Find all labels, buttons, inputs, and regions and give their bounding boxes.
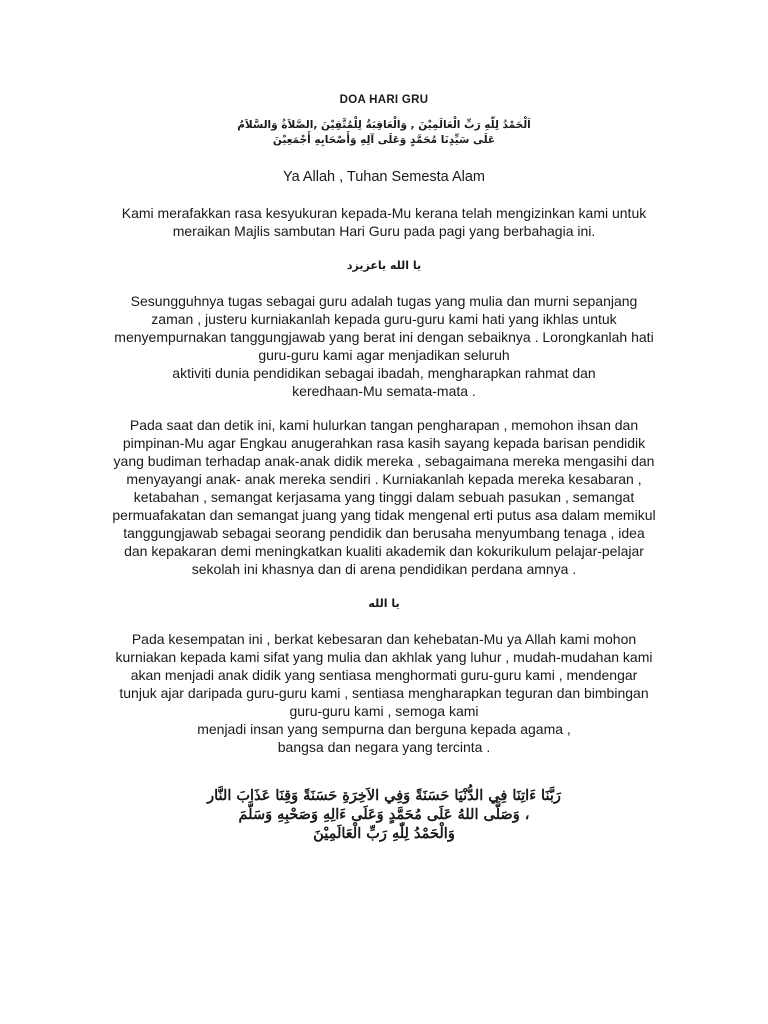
opening-arabic	[74, 118, 694, 148]
arabic-heading-1	[74, 258, 694, 274]
paragraph-line: bangsa dan negara yang tercinta .	[277, 739, 491, 755]
paragraph-line: Kami merafakkan rasa kesyukuran kepada-Mu kerana telah mengizinkan kami untuk	[121, 205, 647, 221]
arabic-heading-line: يا الله ياعزيزد	[346, 259, 422, 272]
paragraph-line: menyempurnakan tanggungjawab yang berat ini dengan sebaiknya . Lorongkanlah hati	[114, 329, 654, 345]
paragraph-line: menjadi insan yang sempurna dan berguna kepada agama ,	[197, 721, 571, 737]
arabic-heading-line: يا الله	[368, 597, 400, 610]
paragraph-line: dan kepakaran demi meningkatkan kualiti akademik dan kokurikulum pelajar-pelajar	[124, 543, 644, 559]
paragraph-line: guru-guru kami agar menjadikan seluruh	[258, 347, 510, 363]
paragraph-4	[74, 630, 694, 756]
paragraph-line: tanggungjawab sebagai seorang pendidik dan berusaha menyumbang tenaga , idea	[123, 525, 645, 541]
paragraph-line: zaman , justeru kurniakanlah kepada guru-guru kami hati yang ikhlas untuk	[151, 311, 617, 327]
paragraph-line: Sesungguhnya tugas sebagai guru adalah tugas yang mulia dan murni sepanjang	[130, 293, 638, 309]
paragraph-line: permuafakatan dan semangat juang yang tidak mengenal erti putus asa dalam memikul	[112, 507, 656, 523]
paragraph-line: meraikan Majlis sambutan Hari Guru pada pagi yang berbahagia ini.	[172, 223, 596, 239]
closing-arabic	[74, 786, 694, 843]
closing-arabic-line: وَالْحَمْدُ لِلّٰهِ رَبِّ الْعَالَمِيْنَ	[313, 825, 455, 842]
paragraph-line: akan menjadi anak didik yang sentiasa menghormati guru-guru kami , mendengar	[130, 667, 638, 683]
paragraph-line: menyayangi anak- anak mereka sendiri . Kurniakanlah kepada mereka kesabaran ,	[126, 471, 642, 487]
paragraph-line: pimpinan-Mu agar Engkau anugerahkan rasa kasih sayang kepada barisan pendidik	[122, 435, 646, 451]
closing-arabic-line: رَبَّنَا ءَاتِنَا فِي الدُّنْيَا حَسَنَةً وَفِي الاَخِرَةِ حَسَنَةً وَقِنَا عَذَابَ النَّار	[207, 787, 561, 804]
document-title: DOA HARI GRU	[339, 94, 429, 106]
paragraph-line: yang budiman terhadap anak-anak didik mereka , sebagaimana mereka mengasihi dan	[113, 453, 655, 469]
opening-arabic-line: عَلَى سَيِّدِنَا مُحَمَّدٍ وَعَلَى آلِهِ وَأَصْحَابِهِ أَجْمَعِيْنَ	[272, 134, 496, 146]
paragraph-line: aktiviti dunia pendidikan sebagai ibadah, mengharapkan rahmat dan	[172, 365, 596, 381]
paragraph-line: sekolah ini khasnya dan di arena pendidikan perdana amnya .	[191, 561, 577, 577]
paragraph-line: tunjuk ajar daripada guru-guru kami , sentiasa mengharapkan teguran dan bimbingan	[119, 685, 649, 701]
arabic-heading-2	[74, 596, 694, 612]
paragraph-1	[74, 204, 694, 240]
paragraph-line: keredhaan-Mu semata-mata .	[292, 383, 476, 399]
paragraph-line: Pada saat dan detik ini, kami hulurkan tangan pengharapan , memohon ihsan dan	[129, 417, 639, 433]
paragraph-line: ketabahan , semangat kerjasama yang tinggi dalam sebuah pasukan , semangat	[133, 489, 635, 505]
paragraph-2	[74, 292, 694, 400]
greeting-line: Ya Allah , Tuhan Semesta Alam	[282, 169, 486, 185]
greeting	[74, 168, 694, 186]
closing-arabic-line: ، وَصَلَّى اللهُ عَلَى مُحَمَّدٍ وَعَلَى ءَالِهِ وَصَحْبِهِ وَسَلَّمَ	[238, 806, 530, 823]
paragraph-line: guru-guru kami , semoga kami	[289, 703, 479, 719]
paragraph-3	[74, 416, 694, 578]
paragraph-line: kurniakan kepada kami sifat yang mulia dan akhlak yang luhur , mudah-mudahan kami	[115, 649, 653, 665]
opening-arabic-line: اَلْحَمْدُ لِلّٰهِ رَبِّ الْعَالَمِيْنَ , وَالْعَاقِبَةُ لِلْمُتَّقِيْنَ ,الصَّلاَةُ وَالسَّلاَمُ	[237, 119, 531, 131]
paragraph-line: Pada kesempatan ini , berkat kebesaran dan kehebatan-Mu ya Allah kami mohon	[131, 631, 637, 647]
